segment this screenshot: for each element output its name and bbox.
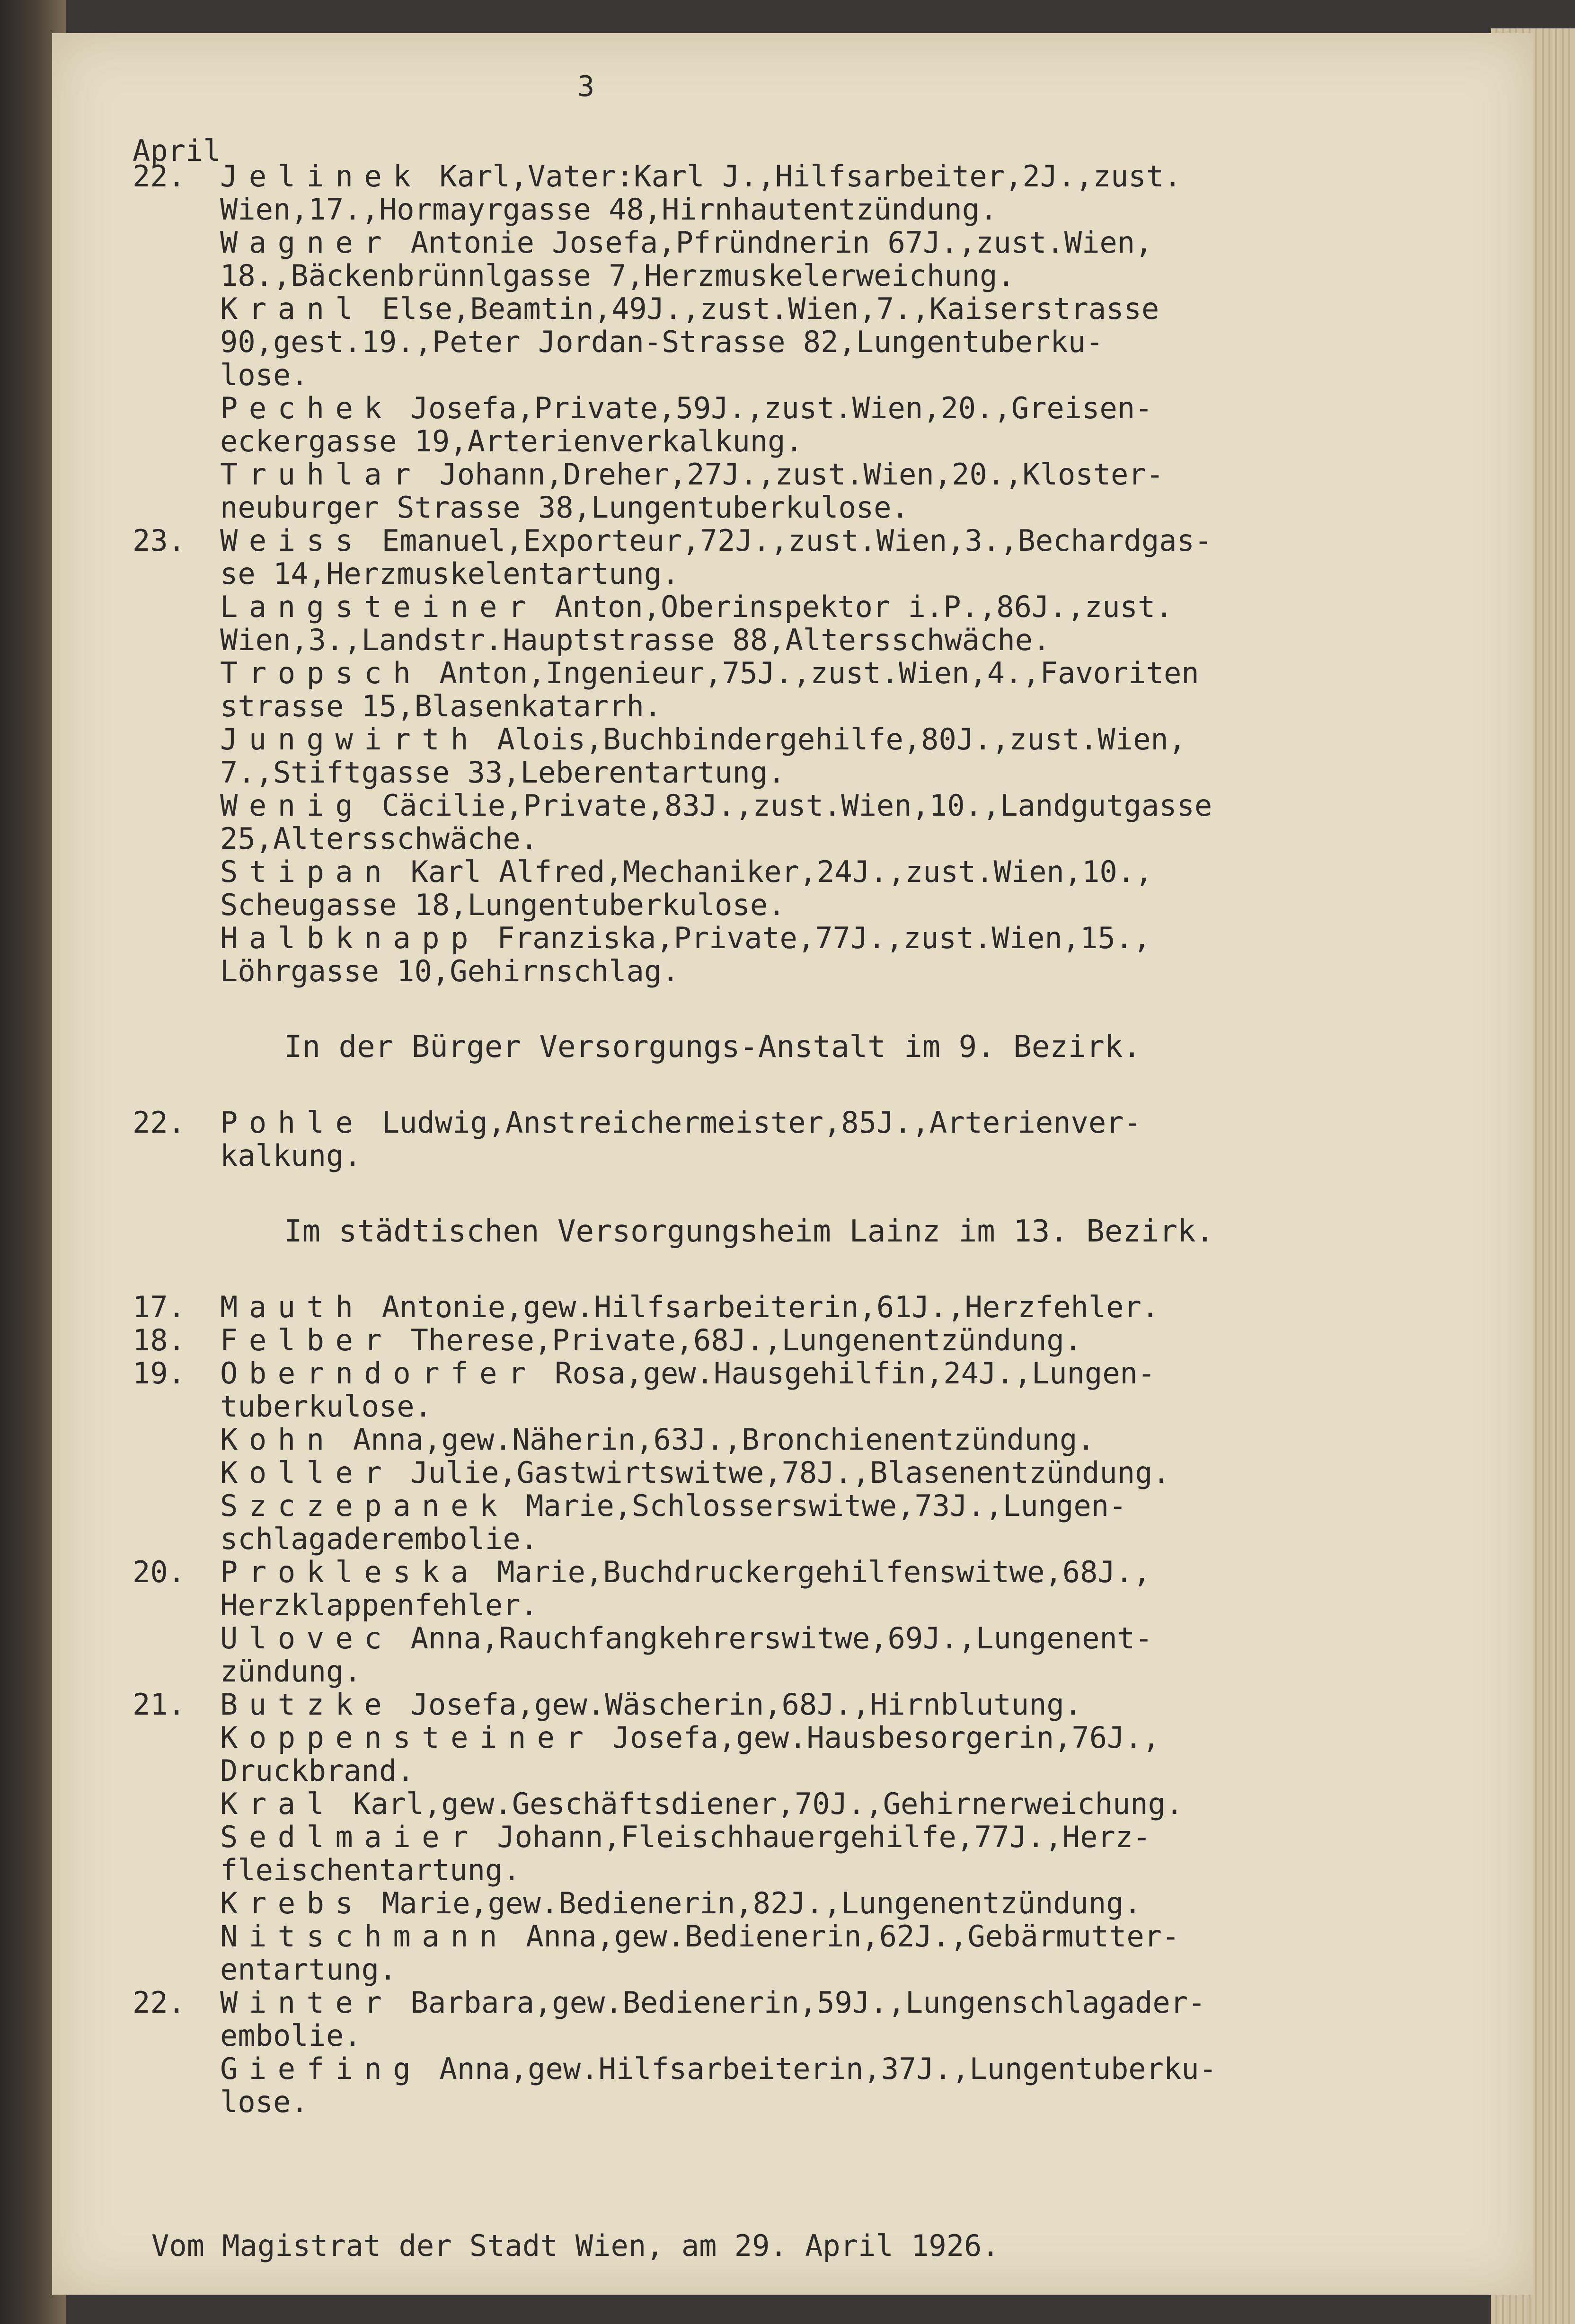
entry-surname: Kohn	[220, 1422, 336, 1457]
entry-body	[220, 1489, 1505, 1556]
entry-surname: Pechek	[220, 391, 393, 425]
register-entry	[133, 1622, 1505, 1688]
entry-surname: Nitschmann	[220, 1919, 508, 1954]
entry-body	[220, 524, 1505, 590]
entry-date: 22.	[133, 1985, 186, 2020]
signature-line: Vom Magistrat der Stadt Wien, am 29. April 1926.	[151, 2228, 1000, 2263]
entry-surname: Stipan	[220, 854, 393, 889]
entry-date: 20.	[133, 1555, 186, 1589]
entry-body	[220, 590, 1505, 657]
entry-details: Cäcilie,Private,83J.,zust.Wien,10.,Landgutgasse 25,Altersschwäche.	[220, 788, 1212, 856]
entry-surname: Giefing	[220, 2051, 422, 2086]
entry-date: 18.	[133, 1323, 186, 1357]
entry-body	[220, 1622, 1505, 1688]
entry-body	[220, 922, 1505, 988]
register-entry	[133, 292, 1505, 392]
register-entry	[133, 524, 1505, 590]
entry-surname: Weiss	[220, 523, 364, 558]
entry-surname: Butzke	[220, 1687, 393, 1722]
register-entry	[133, 1688, 1505, 1721]
entry-details: Antonie,gew.Hilfsarbeiterin,61J.,Herzfehler.	[364, 1290, 1159, 1324]
entry-body	[220, 1986, 1505, 2052]
entry-details: Anton,Ingenieur,75J.,zust.Wien,4.,Favoriten strasse 15,Blasenkatarrh.	[220, 656, 1199, 723]
entry-body	[220, 1423, 1505, 1456]
entry-body	[220, 1106, 1505, 1172]
death-register	[133, 160, 1505, 2119]
entry-details: Anton,Oberinspektor i.P.,86J.,zust. Wien,3.,Landstr.Hauptstrasse 88,Altersschwäche.	[220, 590, 1173, 657]
entry-surname: Wenig	[220, 788, 364, 823]
entry-date: 17.	[133, 1290, 186, 1324]
entry-body	[220, 855, 1505, 922]
entry-body	[220, 226, 1505, 292]
entry-surname: Krebs	[220, 1886, 364, 1920]
entry-details: Marie,gew.Bedienerin,82J.,Lungenentzündung.	[364, 1886, 1141, 1920]
entry-surname: Truhlar	[220, 457, 422, 492]
entry-details: Franziska,Private,77J.,zust.Wien,15., Löhrgasse 10,Gehirnschlag.	[220, 921, 1151, 988]
entry-surname: Winter	[220, 1985, 393, 2020]
register-entry	[133, 160, 1505, 226]
entry-date: 23.	[133, 523, 186, 558]
section-heading-versorgungsheim-lainz: Im städtischen Versorgungsheim Lainz im 13. Bezirk.	[284, 1214, 1214, 1249]
entry-details: Barbara,gew.Bedienerin,59J.,Lungenschlagader- embolie.	[220, 1985, 1206, 2053]
entry-details: Johann,Dreher,27J.,zust.Wien,20.,Kloster- neuburger Strasse 38,Lungentuberkulose.	[220, 457, 1164, 525]
register-entry	[133, 226, 1505, 292]
entry-details: Antonie Josefa,Pfründnerin 67J.,zust.Wien, 18.,Bäckenbrünnlgasse 7,Herzmuskelerweichung.	[220, 225, 1153, 293]
entry-body	[220, 1688, 1505, 1721]
entry-details: Emanuel,Exporteur,72J.,zust.Wien,3.,Bechardgas- se 14,Herzmuskelentartung.	[220, 523, 1212, 591]
entry-details: Anna,gew.Hilfsarbeiterin,37J.,Lungentuberku- lose.	[220, 2051, 1217, 2119]
entry-details: Anna,Rauchfangkehrerswitwe,69J.,Lungenent- zündung.	[220, 1621, 1153, 1689]
page-number: 3	[577, 70, 595, 103]
register-entry	[133, 789, 1505, 855]
register-entry	[133, 1291, 1505, 1324]
entry-details: Johann,Fleischhauergehilfe,77J.,Herz- fleischentartung.	[220, 1820, 1151, 1887]
register-entry	[133, 1489, 1505, 1556]
entries-versorgungsheim-lainz	[133, 1291, 1505, 2119]
register-entry	[133, 458, 1505, 524]
entry-surname: Halbknapp	[220, 921, 479, 955]
entry-body	[220, 1787, 1505, 1821]
register-entry	[133, 1787, 1505, 1821]
entry-surname: Langsteiner	[220, 590, 537, 624]
register-entry	[133, 1821, 1505, 1887]
entry-details: Marie,Schlosserswitwe,73J.,Lungen- schlagaderembolie.	[220, 1488, 1127, 1556]
register-entry	[133, 657, 1505, 723]
entry-body	[220, 1821, 1505, 1887]
entry-details: Josefa,gew.Hausbesorgerin,76J., Druckbrand.	[220, 1720, 1160, 1788]
entry-details: Karl,gew.Geschäftsdiener,70J.,Gehirnerweichung.	[335, 1787, 1184, 1821]
entry-surname: Szczepanek	[220, 1488, 508, 1523]
entry-surname: Jungwirth	[220, 722, 479, 757]
register-entry	[133, 2052, 1505, 2119]
entries-buerger-versorgungsanstalt	[133, 1106, 1505, 1172]
register-entry	[133, 1721, 1505, 1787]
register-entry	[133, 1887, 1505, 1920]
entry-body	[220, 458, 1505, 524]
entry-body	[220, 657, 1505, 723]
entry-body	[220, 1721, 1505, 1787]
register-entry	[133, 855, 1505, 922]
entry-details: Else,Beamtin,49J.,zust.Wien,7.,Kaiserstrasse 90,gest.19.,Peter Jordan-Strasse 82,Lungentuberku- lose.	[220, 291, 1159, 392]
register-entry	[133, 723, 1505, 789]
register-entry	[133, 1106, 1505, 1172]
entry-body	[220, 1556, 1505, 1622]
register-entry	[133, 590, 1505, 657]
entry-details: Alois,Buchbindergehilfe,80J.,zust.Wien, 7.,Stiftgasse 33,Leberentartung.	[220, 722, 1186, 790]
entry-body	[220, 1920, 1505, 1986]
register-entry	[133, 1986, 1505, 2052]
entry-details: Ludwig,Anstreichermeister,85J.,Arterienver- kalkung.	[220, 1105, 1141, 1173]
entry-details: Anna,gew.Näherin,63J.,Bronchienentzündung.	[335, 1422, 1095, 1457]
entry-body	[220, 1887, 1505, 1920]
entry-details: Josefa,Private,59J.,zust.Wien,20.,Greisen- eckergasse 19,Arterienverkalkung.	[220, 391, 1153, 458]
entry-details: Karl Alfred,Mechaniker,24J.,zust.Wien,10., Scheugasse 18,Lungentuberkulose.	[220, 854, 1153, 922]
entry-details: Josefa,gew.Wäscherin,68J.,Hirnblutung.	[393, 1687, 1082, 1722]
entry-surname: Kranl	[220, 291, 364, 326]
entry-date: 22.	[133, 159, 186, 194]
register-entry	[133, 1324, 1505, 1357]
entry-date: 19.	[133, 1356, 186, 1391]
register-entry	[133, 1456, 1505, 1489]
entry-surname: Jelinek	[220, 159, 422, 194]
section-heading-buerger-versorgungsanstalt: In der Bürger Versorgungs-Anstalt im 9. Bezirk.	[284, 1030, 1141, 1065]
entry-surname: Felber	[220, 1323, 393, 1357]
entry-date: 21.	[133, 1687, 186, 1722]
entry-surname: Tropsch	[220, 656, 422, 690]
month-label: April	[133, 133, 221, 168]
entry-surname: Sedlmaier	[220, 1820, 479, 1854]
entry-body	[220, 292, 1505, 392]
entry-details: Therese,Private,68J.,Lungenentzündung.	[393, 1323, 1082, 1357]
entry-body	[220, 723, 1505, 789]
entry-surname: Pohle	[220, 1105, 364, 1140]
register-entry	[133, 392, 1505, 458]
entry-surname: Oberndorfer	[220, 1356, 537, 1391]
entry-body	[220, 2052, 1505, 2119]
entry-surname: Koller	[220, 1455, 393, 1490]
entry-body	[220, 1324, 1505, 1357]
entries-april-23	[133, 524, 1505, 988]
register-entry	[133, 1556, 1505, 1622]
entry-details: Karl,Vater:Karl J.,Hilfsarbeiter,2J.,zust. Wien,17.,Hormayrgasse 48,Hirnhautentzündung.	[220, 159, 1182, 227]
entry-details: Anna,gew.Bedienerin,62J.,Gebärmutter- entartung.	[220, 1919, 1180, 1987]
register-entry	[133, 1920, 1505, 1986]
entry-details: Marie,Buchdruckergehilfenswitwe,68J., Herzklappenfehler.	[220, 1555, 1151, 1622]
entries-april-22	[133, 160, 1505, 524]
register-entry	[133, 1423, 1505, 1456]
entry-date: 22.	[133, 1105, 186, 1140]
entry-surname: Wagner	[220, 225, 393, 260]
entry-body	[220, 1456, 1505, 1489]
document-page	[52, 33, 1533, 2295]
entry-body	[220, 789, 1505, 855]
register-entry	[133, 922, 1505, 988]
entry-surname: Ulovec	[220, 1621, 393, 1655]
entry-surname: Prokleska	[220, 1555, 479, 1589]
entry-body	[220, 1357, 1505, 1423]
entry-body	[220, 160, 1505, 226]
entry-body	[220, 392, 1505, 458]
entry-surname: Kral	[220, 1787, 336, 1821]
entry-details: Julie,Gastwirtswitwe,78J.,Blasenentzündung.	[393, 1455, 1170, 1490]
entry-details: Rosa,gew.Hausgehilfin,24J.,Lungen- tuberkulose.	[220, 1356, 1156, 1424]
register-entry	[133, 1357, 1505, 1423]
entry-body	[220, 1291, 1505, 1324]
entry-surname: Koppensteiner	[220, 1720, 595, 1755]
entry-surname: Mauth	[220, 1290, 364, 1324]
